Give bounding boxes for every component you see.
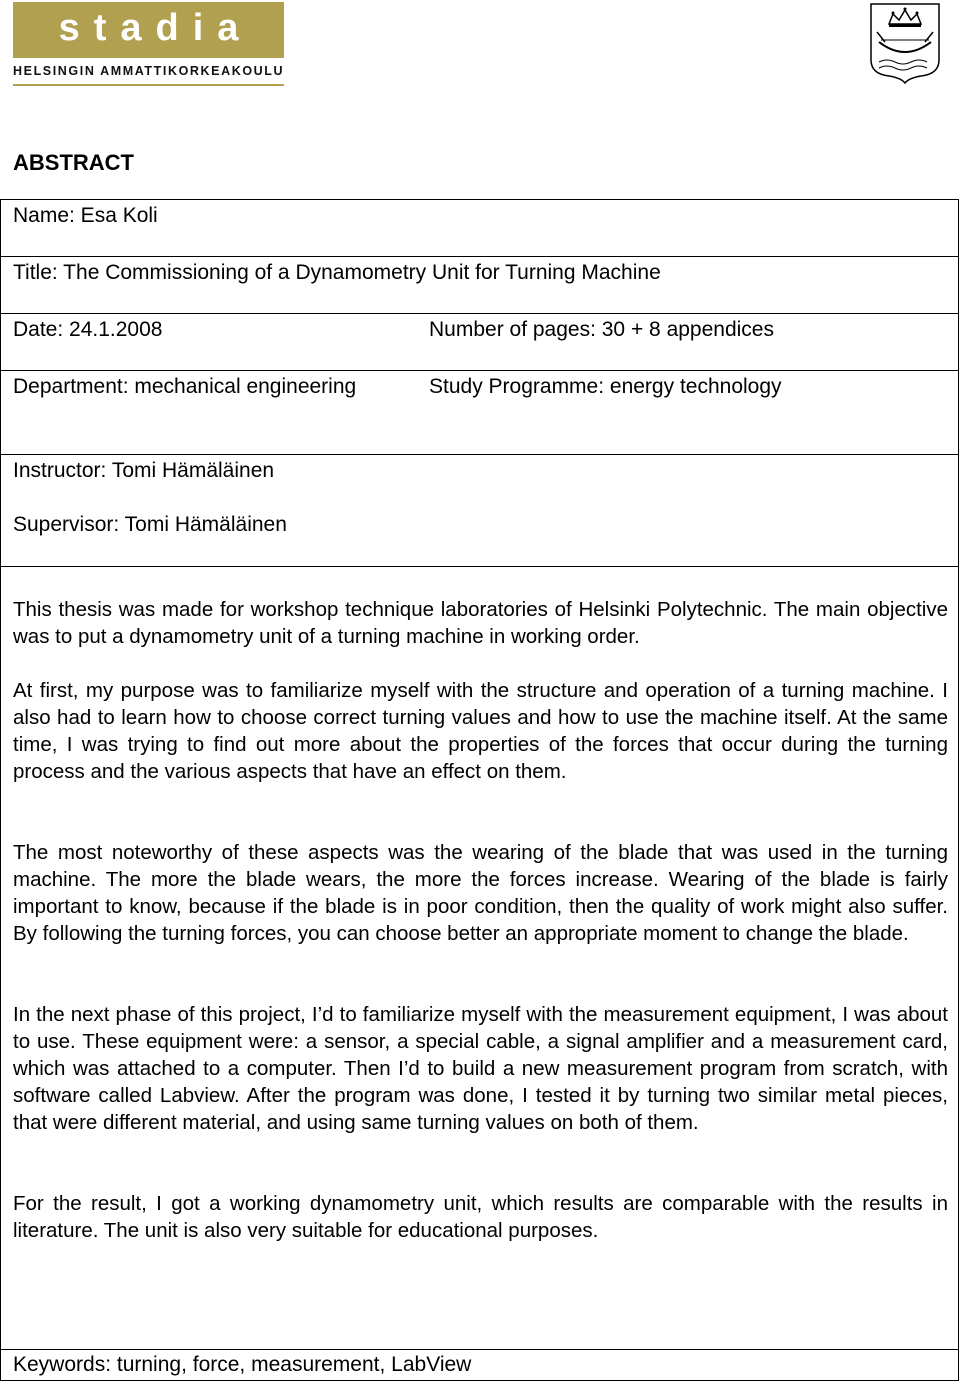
instructor-field: Instructor: Tomi Hämäläinen xyxy=(13,459,275,482)
abstract-form xyxy=(0,199,959,1381)
supervisor-field: Supervisor: Tomi Hämäläinen xyxy=(13,513,287,536)
divider xyxy=(1,313,958,314)
divider xyxy=(1,566,958,567)
name-field: Name: Esa Koli xyxy=(13,204,158,227)
helsinki-crest-icon xyxy=(869,2,941,84)
title-field: Title: The Commissioning of a Dynamometry Unit for Turning Machine xyxy=(13,261,661,284)
abstract-paragraph: This thesis was made for workshop technique laboratories of Helsinki Polytechnic. The main objective was to put a dynamometry unit of a turning machine in working order. xyxy=(13,598,948,648)
logo-subtitle: HELSINGIN AMMATTIKORKEAKOULU xyxy=(13,64,285,78)
programme-field: Study Programme: energy technology xyxy=(429,375,782,398)
divider xyxy=(1,256,958,257)
abstract-paragraph: At first, my purpose was to familiarize myself with the structure and operation of a turning machine. I also had to learn how to choose correct turning values and how to use the machine itself. At the same time, I was trying to find out more about the properties of the forces that occur during the turning process and the various aspects that have an effect on them. xyxy=(13,679,948,783)
abstract-paragraph: The most noteworthy of these aspects was the wearing of the blade that was used in the turning machine. The more the blade wears, the more the forces increase. Wearing of the blade is fairly important to know, because if the blade is in poor condition, then the quality of work might also suffer. By following the turning forces, you can choose better an appropriate moment to change the blade. xyxy=(13,841,948,945)
divider xyxy=(1,454,958,455)
abstract-paragraph: For the result, I got a working dynamometry unit, which results are comparable with the results in literature. The unit is also very suitable for educational purposes. xyxy=(13,1192,948,1242)
page-title: ABSTRACT xyxy=(13,150,134,175)
divider xyxy=(1,370,958,371)
logo-rule xyxy=(13,84,284,86)
stadia-logo xyxy=(13,2,284,58)
pages-field: Number of pages: 30 + 8 appendices xyxy=(429,318,774,341)
keywords-field: Keywords: turning, force, measurement, LabView xyxy=(13,1353,472,1376)
date-field: Date: 24.1.2008 xyxy=(13,318,163,341)
department-field: Department: mechanical engineering xyxy=(13,375,357,398)
abstract-paragraph: In the next phase of this project, I’d to familiarize myself with the measurement equipment, I was about to use. These equipment were: a sensor, a special cable, a signal amplifier and a measurement card, which was attached to a computer. Then I’d to build a new measurement program from scratch, with software called Labview. After the program was done, I tested it by turning two similar metal pieces, that were different material, and using same turning values on both of them. xyxy=(13,1003,948,1134)
divider xyxy=(1,1349,958,1350)
logo-wordmark: stadia xyxy=(58,7,253,49)
